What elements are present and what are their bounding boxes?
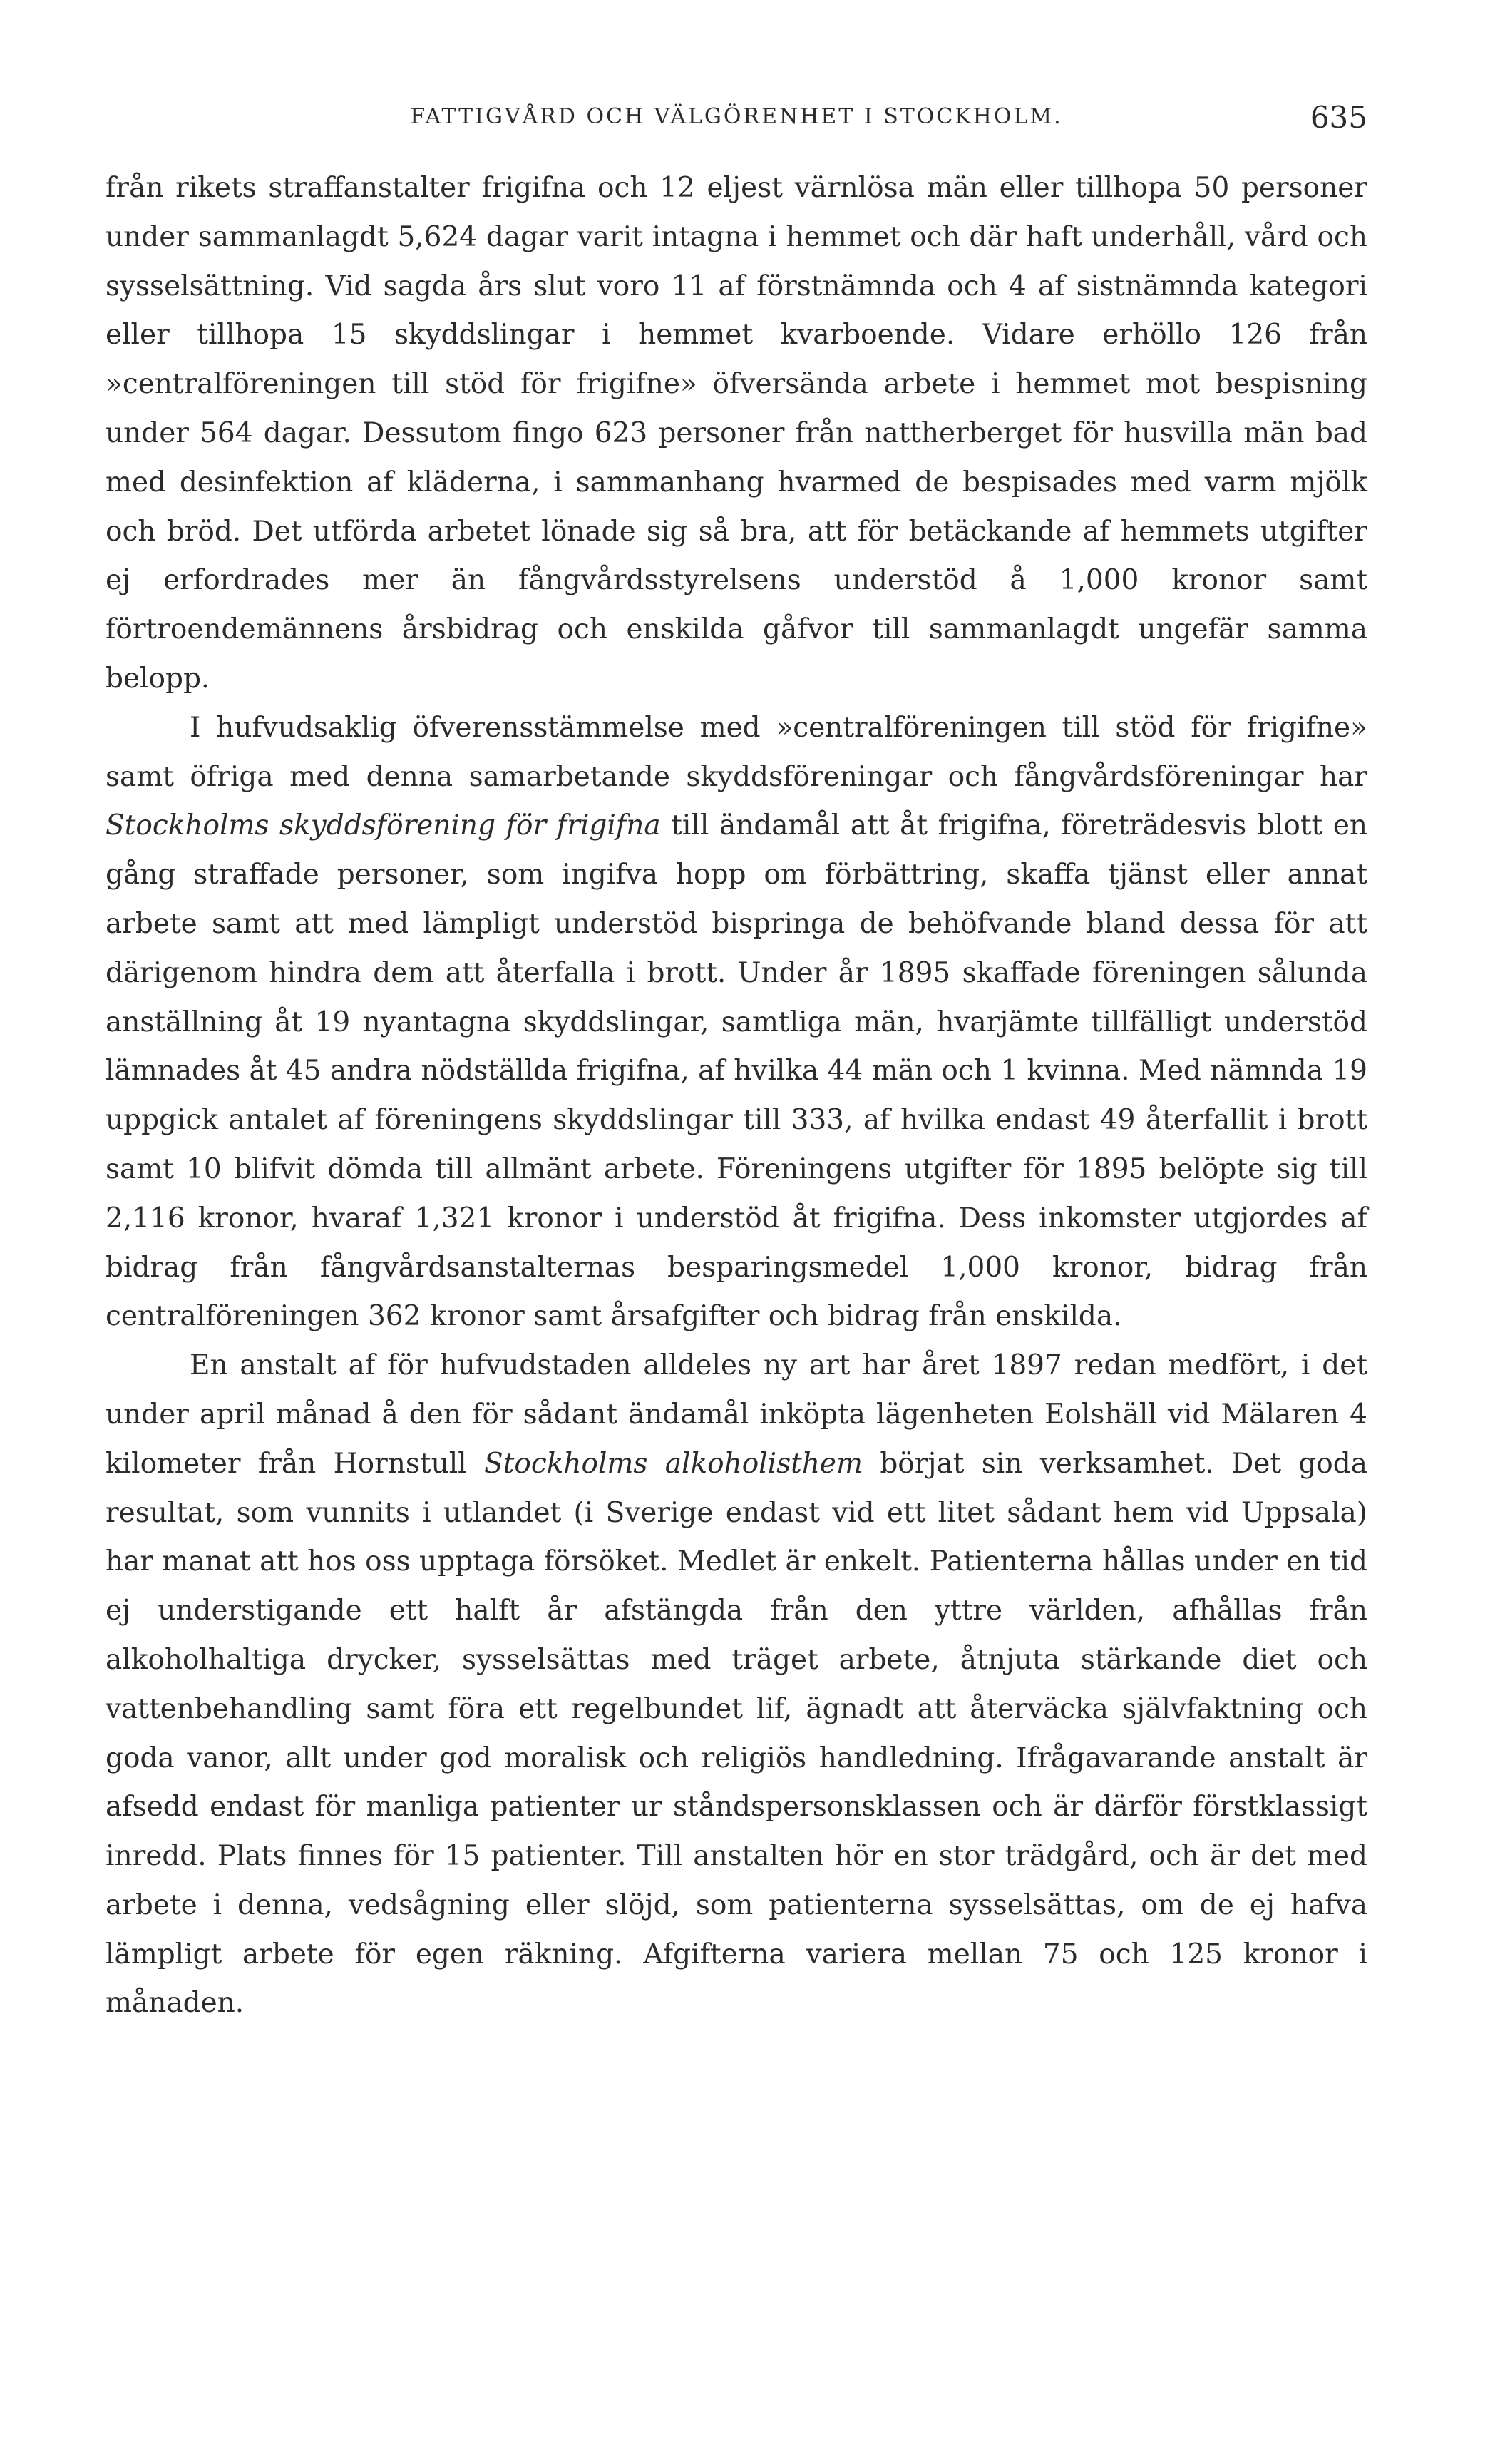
document-page bbox=[106, 100, 1367, 2028]
paragraph-1: från rikets straffanstalter frigifna och 12 eljest värnlösa män eller tillhopa 50 personer under sammanlagdt 5,624 dagar varit intagna i hemmet och där haft underhåll, vård och sysselsättning. Vid sagda års slut voro 11 af förstnämnda och 4 af sistnämnda kategori eller tillhopa 15 skyddslingar i hemmet kvarboende. Vidare erhöllo 126 från »centralföreningen till stöd för frigifne» öfversända arbete i hemmet mot bespisning under 564 dagar. Dessutom fingo 623 personer från nattherberget för husvilla män bad med desinfektion af kläderna, i sammanhang hvarmed de bespisades med varm mjölk och bröd. Det utförda arbetet lönade sig så bra, att för betäckande af hemmets utgifter ej erfordrades mer än fångvårdsstyrelsens understöd å 1,000 kronor samt förtroendemännens årsbidrag och enskilda gåfvor till sammanlagdt ungefär samma belopp. bbox=[106, 172, 1367, 695]
paragraph-2-part-2: till ändamål att åt frigifna, företrädesvis blott en gång straffade personer, som ingifva hopp om förbättring, skaffa tjänst eller annat arbete samt att med lämpligt understöd bispringa de behöfvande bland dessa för att därigenom hindra dem att återfalla i brott. Under år 1895 skaffade föreningen sålunda anställning åt 19 nyantagna skyddslingar, samtliga män, hvarjämte tillfälligt understöd lämnades åt 45 andra nödställda frigifna, af hvilka 44 män och 1 kvinna. Med nämnda 19 uppgick antalet af föreningens skyddslingar till 333, af hvilka endast 49 återfallit i brott samt 10 blifvit dömda till allmänt arbete. Föreningens utgifter för 1895 belöpte sig till 2,116 kronor, hvaraf 1,321 kronor i understöd åt frigifna. Dess inkomster utgjordes af bidrag från fångvårdsanstalternas besparingsmedel 1,000 kronor, bidrag från centralföreningen 362 kronor samt årsafgifter och bidrag från enskilda. bbox=[106, 809, 1368, 1333]
body-text bbox=[106, 164, 1367, 2028]
running-title: FATTIGVÅRD OCH VÄLGÖRENHET I STOCKHOLM. bbox=[410, 104, 1063, 129]
paragraph-3-italic-name: Stockholms alkoholisthem bbox=[484, 1447, 863, 1480]
paragraph-3-part-1: En anstalt af för hufvudstaden alldeles ny art har året 1897 redan medfört, i det under april månad å den för sådant ändamål inköpta lägenheten Eolshäll vid Mälaren 4 kilometer från Hornstull bbox=[106, 1349, 1367, 1480]
paragraph-3 bbox=[106, 1341, 1367, 2028]
page-header bbox=[106, 100, 1367, 143]
page-number: 635 bbox=[1310, 100, 1367, 135]
paragraph-3-part-2: börjat sin verksamhet. Det goda resultat, som vunnits i utlandet (i Sverige endast vid ett litet sådant hem vid Uppsala) har manat att hos oss upptaga försöket. Medlet är enkelt. Patienterna hållas under en tid ej understigande ett halft år afstängda från den yttre världen, afhållas från alkoholhaltiga drycker, sysselsättas med träget arbete, åtnjuta stärkande diet och vattenbehandling samt föra ett regelbundet lif, ägnadt att återväcka självfaktning och goda vanor, allt under god moralisk och religiös handledning. Ifrågavarande anstalt är afsedd endast för manliga patienter ur ståndspersonsklassen och är därför förstklassigt inredd. Plats finnes för 15 patienter. Till anstalten hör en stor trädgård, och är det med arbete i denna, vedsågning eller slöjd, som patienterna sysselsättas, om de ej hafva lämpligt arbete för egen räkning. Afgifterna variera mellan 75 och 125 kronor i månaden. bbox=[106, 1447, 1368, 2020]
paragraph-2-part-1: I hufvudsaklig öfverensstämmelse med »centralföreningen till stöd för frigifne» samt öfriga med denna samarbetande skyddsföreningar och fångvårdsföreningar har bbox=[106, 711, 1367, 793]
paragraph-2 bbox=[106, 704, 1367, 1341]
paragraph-2-italic-name: Stockholms skyddsförening för frigifna bbox=[106, 809, 661, 842]
